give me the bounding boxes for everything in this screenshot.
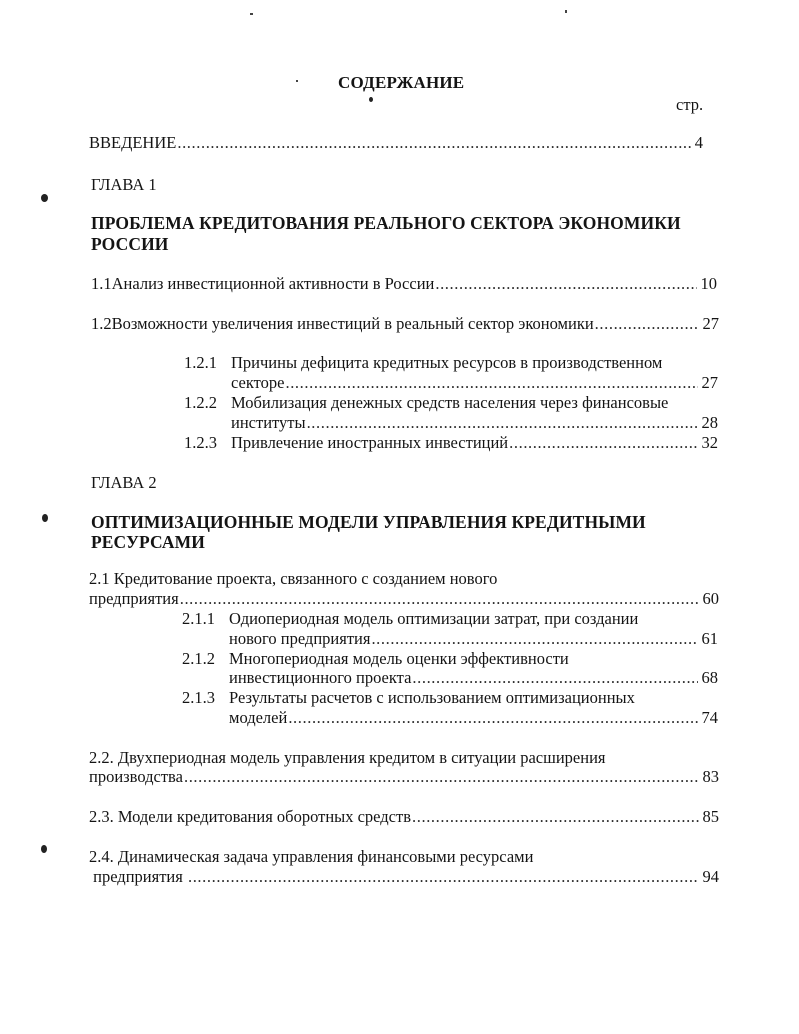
toc-leader [595,314,699,334]
toc-entry-label-cont: предприятия [89,867,187,886]
toc-leader [285,373,697,393]
toc-page-number: 32 [701,433,718,452]
toc-entry-2-1-2 [229,668,718,688]
toc-entry-1-2-2 [231,413,718,433]
toc-subentry-label: Многопериодная модель оценки эффективности [229,649,569,668]
chapter-1-title: ПРОБЛЕМА КРЕДИТОВАНИЯ РЕАЛЬНОГО СЕКТОРА ЭКОНОМИКИ [91,213,681,233]
toc-entry-label: ВВЕДЕНИЕ [89,133,177,152]
toc-entry-2-4 [89,867,719,887]
toc-entry-label: 1.2Возможности увеличения инвестиций в реальный сектор экономики [91,314,594,333]
toc-entry-label: 2.3. Модели кредитования оборотных средств [89,807,412,826]
toc-leader [180,589,699,609]
toc-entry-label: 2.2. Двухпериодная модель управления кредитом в ситуации расширения [89,748,606,767]
page-column-label: стр. [676,95,704,114]
toc-page-number: 85 [702,807,719,826]
toc-entry-2-1-3 [229,708,718,728]
toc-entry-label-cont: инвестиционного проекта [229,668,412,687]
toc-entry-2-1 [89,589,719,609]
toc-subentry-label: Причины дефицита кредитных ресурсов в производственном [231,353,663,372]
toc-subentry-number: 2.1.1 [182,609,215,628]
toc-entry-label-cont: производства [89,767,183,786]
toc-subentry-number: 2.1.2 [182,649,215,668]
toc-entry-label: 1.1Анализ инвестиционной активности в России [91,274,435,293]
toc-page-number: 27 [702,314,719,333]
toc-entry-1-2 [91,314,719,334]
scan-mark [565,10,567,13]
scan-mark [250,13,253,15]
chapter-2-heading: ГЛАВА 2 [91,473,157,492]
toc-entry-1-1 [91,274,717,294]
toc-subentry-number: 2.1.3 [182,688,215,707]
toc-entry-label-cont: секторе [231,373,285,392]
chapter-2-title: ОПТИМИЗАЦИОННЫЕ МОДЕЛИ УПРАВЛЕНИЯ КРЕДИТНЫМИ [91,512,646,532]
toc-entry-label-cont: предприятия [89,589,179,608]
toc-page-number: 10 [700,274,717,293]
toc-leader [371,629,697,649]
toc-leader [184,767,699,787]
toc-page-number: 27 [701,373,718,392]
toc-entry-1-2-3 [184,433,718,453]
scan-mark [42,514,48,522]
toc-leader [412,807,698,827]
scan-mark [41,845,47,853]
toc-subentry-number: 1.2.3 [184,433,217,452]
toc-subentry-label: Результаты расчетов с использованием оптимизационных [229,688,635,707]
toc-subentry-number: 1.2.2 [184,393,217,412]
toc-entry-label: 2.4. Динамическая задача управления финансовыми ресурсами [89,847,534,866]
toc-page-number: 61 [701,629,718,648]
toc-page-number: 74 [701,708,718,727]
toc-entry-label-cont: нового предприятия [229,629,371,648]
toc-entry-1-2-1 [231,373,718,393]
chapter-2-title-cont: РЕСУРСАМИ [91,532,205,552]
toc-leader [307,413,698,433]
chapter-1-heading: ГЛАВА 1 [91,175,157,194]
toc-entry-2-3 [89,807,719,827]
toc-page-number: 83 [702,767,719,786]
scan-mark [369,97,373,102]
toc-leader [177,133,690,153]
toc-leader [288,708,697,728]
chapter-1-title-cont: РОССИИ [91,234,169,254]
toc-entry-label-cont: институты [231,413,306,432]
toc-entry-label: Привлечение иностранных инвестиций [231,433,509,452]
toc-page-number: 94 [702,867,719,886]
toc-entry-2-1-1 [229,629,718,649]
toc-entry-2-2 [89,767,719,787]
toc-entry-intro [89,133,703,153]
toc-subentry-label: Мобилизация денежных средств населения через финансовые [231,393,669,412]
toc-leader [435,274,696,294]
toc-leader [509,433,697,453]
toc-leader [188,867,699,887]
toc-page-number: 68 [701,668,718,687]
toc-entry-label-cont: моделей [229,708,288,727]
toc-entry-label: 2.1 Кредитование проекта, связанного с созданием нового [89,569,498,588]
toc-page-number: 4 [694,133,703,152]
scan-mark [296,80,298,82]
toc-subentry-number: 1.2.1 [184,353,217,372]
scan-mark [41,194,48,202]
page-title: СОДЕРЖАНИЕ [338,73,465,92]
toc-page-number: 28 [701,413,718,432]
toc-subentry-label: Одиопериодная модель оптимизации затрат, при создании [229,609,639,628]
toc-leader [412,668,697,688]
toc-page-number: 60 [702,589,719,608]
